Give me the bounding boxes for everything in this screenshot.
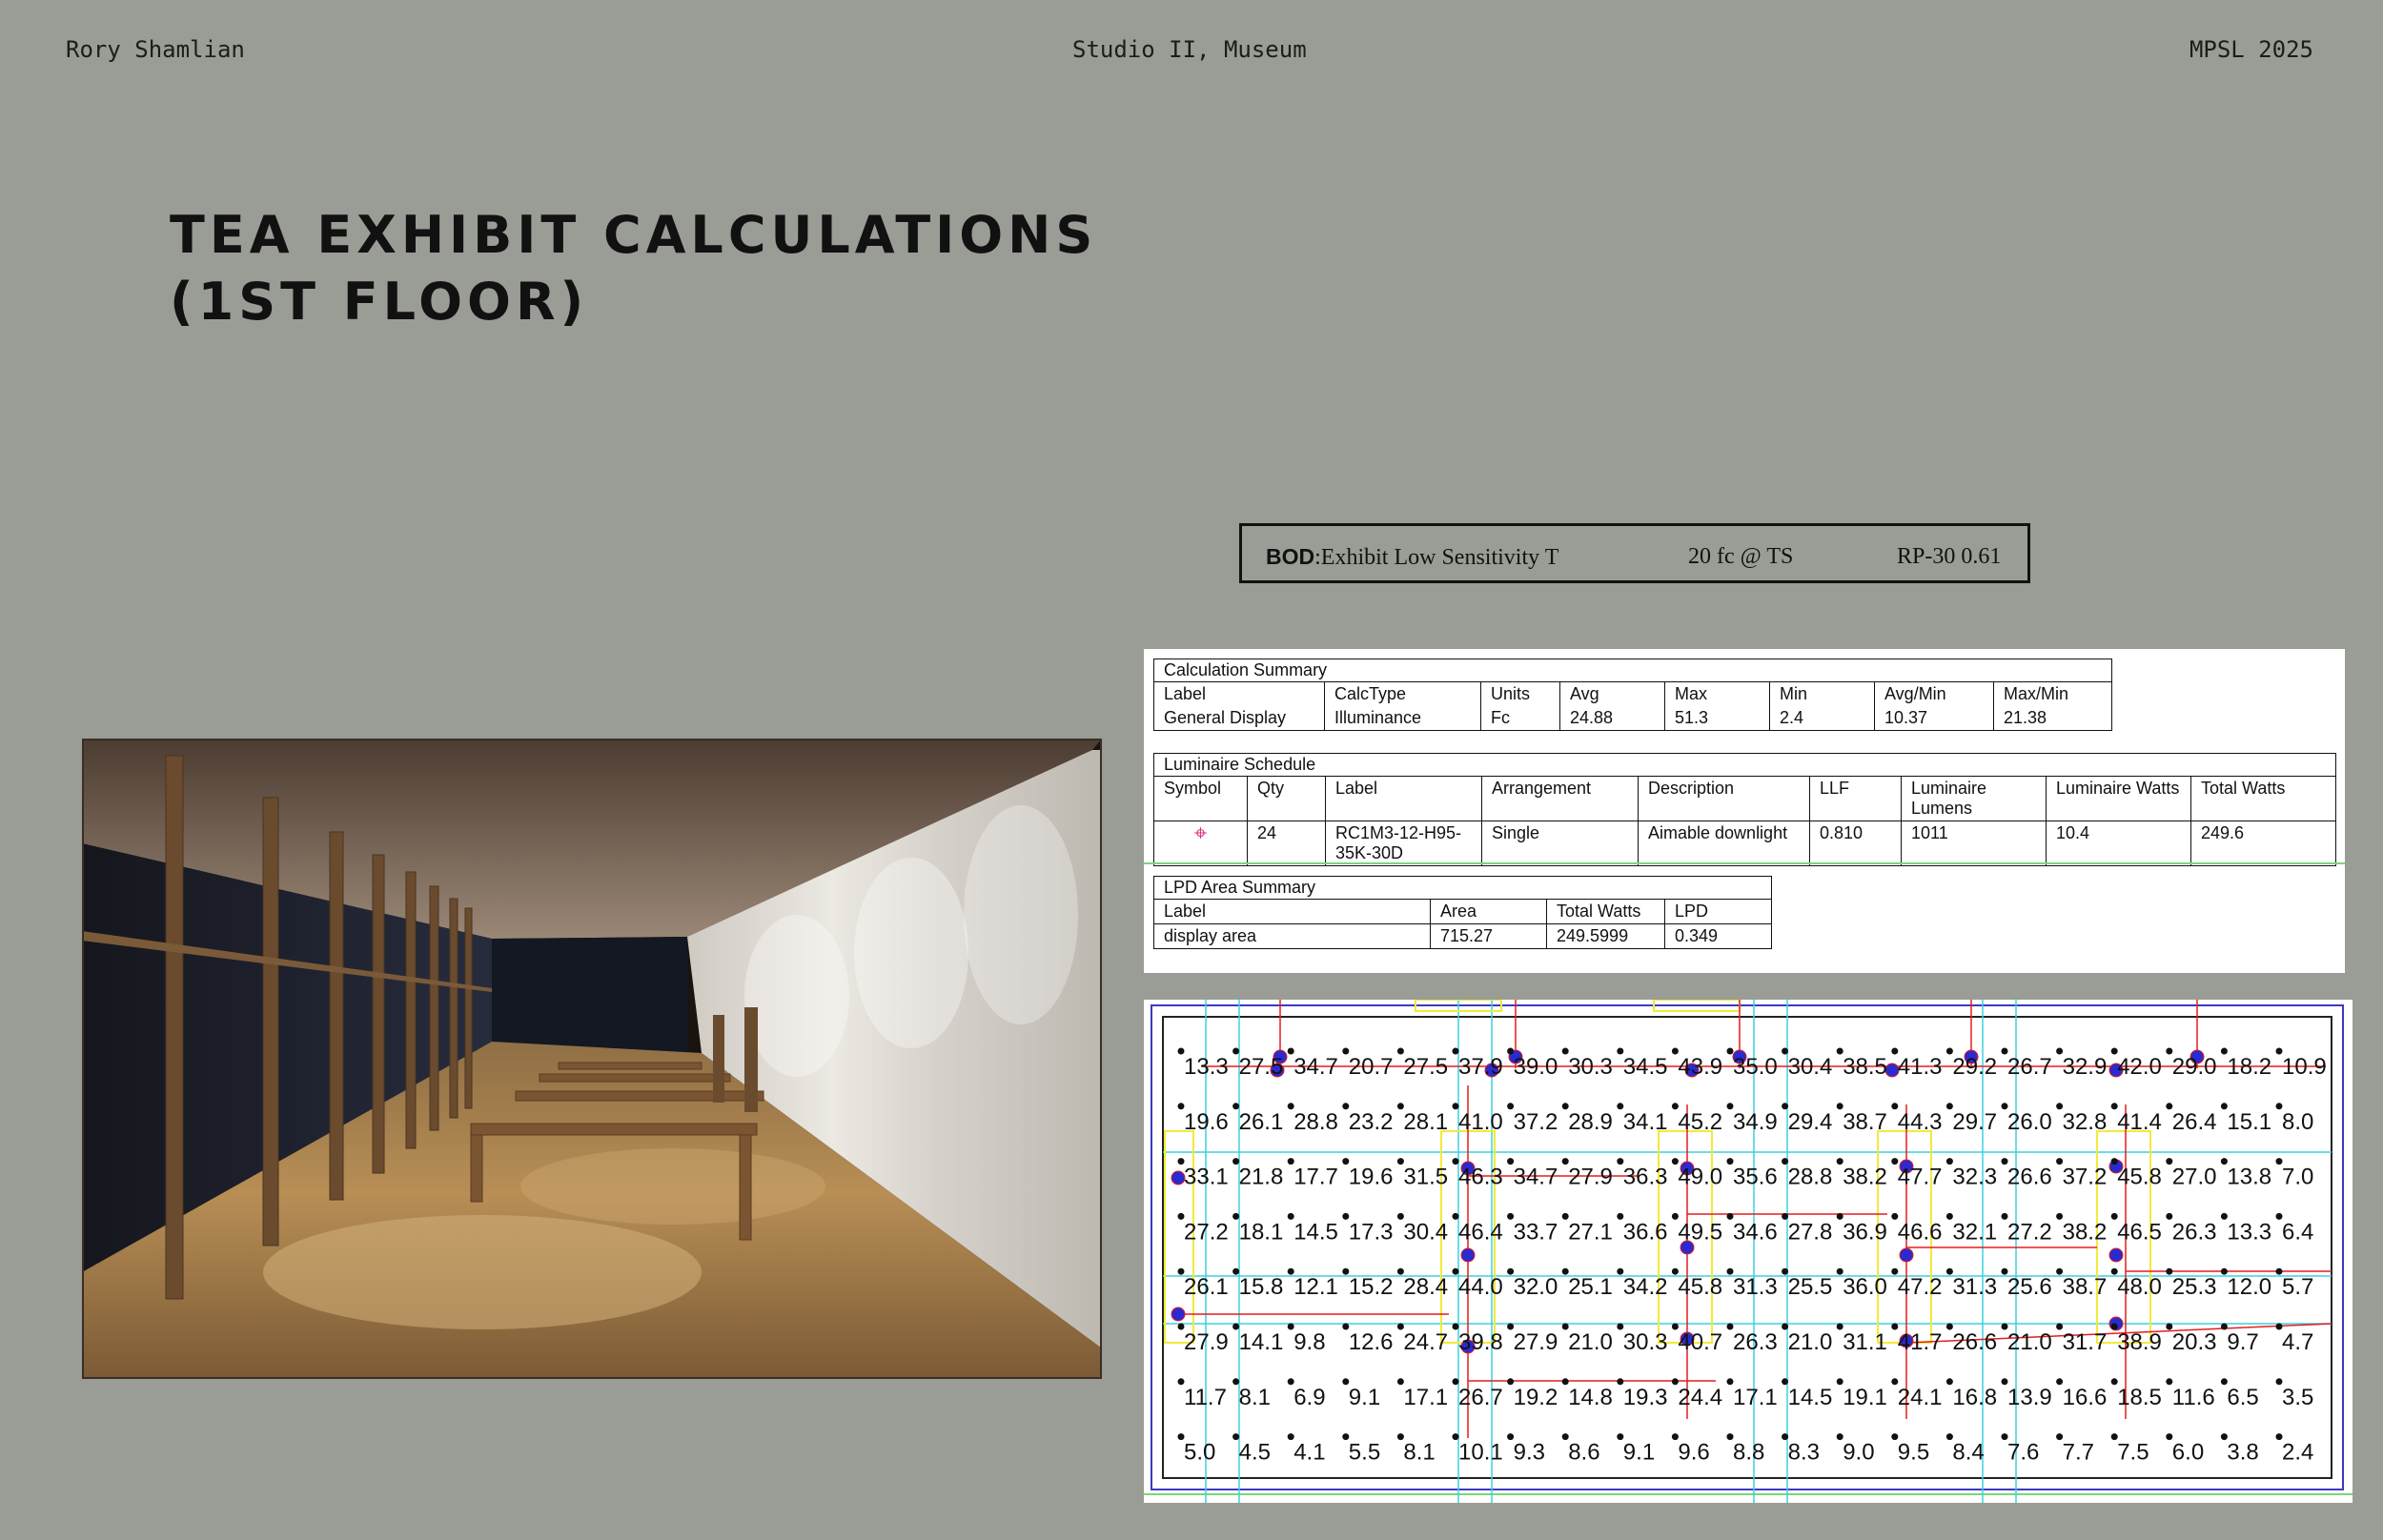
calc-point-value: 7.5	[2117, 1439, 2149, 1466]
calc-point-value: 26.7	[2007, 1054, 2052, 1080]
calc-point-value: 40.7	[1678, 1329, 1723, 1355]
calc-point-value: 36.3	[1622, 1164, 1668, 1190]
calc-point-value: 27.5	[1238, 1054, 1284, 1080]
calc-point-value: 8.4	[1952, 1439, 1985, 1466]
luminaire-marker	[1461, 1248, 1475, 1262]
calc-point-value: 16.8	[1952, 1384, 1998, 1410]
calc-point-value: 13.9	[2007, 1384, 2052, 1410]
course-name: Studio II, Museum	[1072, 36, 1307, 63]
bod-target: 20 fc @ TS	[1688, 544, 1794, 569]
calc-header: Avg	[1560, 682, 1665, 707]
calc-point-value: 19.1	[1843, 1384, 1887, 1410]
calc-point-value: 31.3	[1733, 1274, 1778, 1301]
calc-point-value: 7.7	[2062, 1439, 2094, 1466]
calc-point-value: 14.5	[1293, 1219, 1338, 1246]
calc-point-value: 30.3	[1568, 1054, 1613, 1080]
calc-point-value: 28.8	[1787, 1164, 1833, 1190]
calc-point-value: 38.9	[2117, 1329, 2162, 1355]
calc-point-value: 11.6	[2171, 1384, 2215, 1410]
calc-point-value: 19.6	[1348, 1164, 1394, 1190]
calc-point-value: 33.1	[1184, 1164, 1229, 1190]
calc-point-value: 19.2	[1513, 1384, 1558, 1410]
calc-point-value: 41.3	[1897, 1054, 1943, 1080]
illuminance-plan	[1144, 1000, 2352, 1503]
calc-point-value: 31.7	[2062, 1329, 2108, 1355]
calc-cell: General Display	[1154, 706, 1325, 731]
calc-header: Max	[1665, 682, 1770, 707]
calc-point-value: 45.8	[2117, 1164, 2162, 1190]
calc-point-value: 6.5	[2227, 1384, 2259, 1410]
calc-point-value: 25.6	[2007, 1274, 2052, 1301]
calc-point-value: 45.8	[1678, 1274, 1723, 1301]
calc-point-value: 38.5	[1843, 1054, 1887, 1080]
calc-point-value: 8.1	[1403, 1439, 1436, 1466]
lum-cell: Aimable downlight	[1639, 821, 1810, 866]
calc-point-value: 27.1	[1568, 1219, 1613, 1246]
calc-point-value: 39.0	[1513, 1054, 1558, 1080]
calc-cell: 24.88	[1560, 706, 1665, 731]
lum-header: Label	[1326, 777, 1482, 821]
calc-point-value: 5.0	[1184, 1439, 1216, 1466]
calc-point-value: 24.7	[1403, 1329, 1449, 1355]
lpd-summary-title: LPD Area Summary	[1154, 877, 1772, 900]
calc-point-value: 27.8	[1787, 1219, 1833, 1246]
calc-point-value: 18.5	[2117, 1384, 2162, 1410]
calc-header: Units	[1481, 682, 1560, 707]
calc-point-value: 17.1	[1733, 1384, 1778, 1410]
calc-point-value: 6.4	[2282, 1219, 2314, 1246]
calc-point-value: 27.2	[2007, 1219, 2052, 1246]
luminaire-marker	[1900, 1248, 1913, 1262]
lum-header: Luminaire Watts	[2047, 777, 2191, 821]
calc-summary-title: Calculation Summary	[1154, 659, 2112, 682]
calc-point-value: 29.7	[1952, 1108, 1998, 1135]
calc-point-value: 13.3	[2227, 1219, 2272, 1246]
calculation-summary-table	[1153, 659, 2112, 731]
calc-point-value: 42.0	[2117, 1054, 2162, 1080]
calc-header: Max/Min	[1994, 682, 2112, 707]
calc-point-value: 18.2	[2227, 1054, 2272, 1080]
luminaire-marker	[1171, 1307, 1185, 1321]
calc-point-value: 26.7	[1458, 1384, 1503, 1410]
calc-point-value: 19.6	[1184, 1108, 1229, 1135]
schedule-panel	[1144, 649, 2345, 973]
calc-point-value: 27.5	[1403, 1054, 1449, 1080]
calc-point-value: 23.2	[1348, 1108, 1394, 1135]
calc-point-value: 9.8	[1293, 1329, 1326, 1355]
calc-cell: 51.3	[1665, 706, 1770, 731]
calc-point-value: 33.7	[1513, 1219, 1558, 1246]
calc-point-value: 9.7	[2227, 1329, 2259, 1355]
calc-point-value: 14.1	[1238, 1329, 1284, 1355]
calc-header: CalcType	[1325, 682, 1481, 707]
divider-line	[1144, 862, 2345, 864]
calc-point-value: 6.0	[2171, 1439, 2205, 1466]
calc-point-value: 3.8	[2227, 1439, 2259, 1466]
calc-point-value: 47.2	[1897, 1274, 1943, 1301]
calc-point-value: 12.6	[1348, 1329, 1394, 1355]
calc-point-value: 48.0	[2117, 1274, 2162, 1301]
calc-point-value: 10.1	[1458, 1439, 1503, 1466]
calc-point-value: 5.5	[1348, 1439, 1381, 1466]
calc-point-value: 37.2	[1513, 1108, 1558, 1135]
calc-point-value: 46.3	[1458, 1164, 1503, 1190]
calc-point-value: 29.0	[2171, 1054, 2217, 1080]
calc-point-value: 2.4	[2282, 1439, 2314, 1466]
luminaire-schedule-title: Luminaire Schedule	[1154, 754, 2336, 777]
calc-point-value: 31.1	[1843, 1329, 1887, 1355]
lpd-cell: display area	[1154, 924, 1431, 949]
calc-point-value: 32.1	[1952, 1219, 1998, 1246]
lpd-header: Label	[1154, 900, 1431, 924]
calc-point-value: 13.3	[1184, 1054, 1229, 1080]
calc-point-value: 30.4	[1787, 1054, 1833, 1080]
lum-cell: 1011	[1902, 821, 2047, 866]
lum-header: Qty	[1248, 777, 1326, 821]
calc-point-value: 26.1	[1238, 1108, 1284, 1135]
calc-point-value: 6.9	[1293, 1384, 1326, 1410]
bod-space: :Exhibit Low Sensitivity T	[1314, 545, 1559, 570]
calc-point-value: 37.9	[1458, 1054, 1503, 1080]
calc-point-value: 15.2	[1348, 1274, 1394, 1301]
calc-point-value: 26.6	[1952, 1329, 1998, 1355]
calc-point-value: 41.4	[2117, 1108, 2162, 1135]
calc-point-value: 44.0	[1458, 1274, 1503, 1301]
calc-point-value: 4.1	[1293, 1439, 1326, 1466]
calc-point-value: 8.6	[1568, 1439, 1600, 1466]
calc-point-value: 12.0	[2227, 1274, 2272, 1301]
calc-point-value: 29.2	[1952, 1054, 1998, 1080]
calc-point-value: 4.7	[2282, 1329, 2314, 1355]
calc-point-value: 30.4	[1403, 1219, 1449, 1246]
calc-point-value: 32.9	[2062, 1054, 2108, 1080]
calc-point-value: 28.8	[1293, 1108, 1338, 1135]
calc-point-value: 30.3	[1622, 1329, 1668, 1355]
calc-point-value: 34.7	[1513, 1164, 1558, 1190]
calc-point-value: 11.7	[1184, 1384, 1227, 1410]
calc-point-value: 31.5	[1403, 1164, 1449, 1190]
calc-point-value: 28.9	[1568, 1108, 1613, 1135]
luminaire-schedule-table	[1153, 753, 2336, 866]
calc-point-value: 5.7	[2282, 1274, 2314, 1301]
calc-point-value: 9.6	[1678, 1439, 1710, 1466]
calc-point-value: 24.1	[1897, 1384, 1943, 1410]
bod-label: BOD	[1266, 544, 1315, 569]
calc-point-value: 9.3	[1513, 1439, 1545, 1466]
lum-cell: 0.810	[1810, 821, 1902, 866]
calc-cell: 21.38	[1994, 706, 2112, 731]
calc-point-value: 17.3	[1348, 1219, 1394, 1246]
calc-point-value: 8.1	[1238, 1384, 1271, 1410]
calc-point-value: 36.9	[1843, 1219, 1887, 1246]
calc-point-value: 9.1	[1622, 1439, 1656, 1466]
calc-point-value: 25.3	[2171, 1274, 2217, 1301]
calc-header: Avg/Min	[1875, 682, 1994, 707]
lum-cell: 249.6	[2191, 821, 2336, 866]
calc-point-value: 21.0	[1787, 1329, 1833, 1355]
calc-point-value: 20.7	[1348, 1054, 1394, 1080]
lum-header: LLF	[1810, 777, 1902, 821]
program-name: MPSL 2025	[2189, 36, 2313, 63]
calc-cell: Illuminance	[1325, 706, 1481, 731]
calc-point-value: 27.9	[1568, 1164, 1613, 1190]
calc-point-value: 26.3	[2171, 1219, 2217, 1246]
luminaire-marker	[2109, 1248, 2123, 1262]
calc-point-value: 9.1	[1348, 1384, 1381, 1410]
lpd-cell: 715.27	[1431, 924, 1547, 949]
calc-point-value: 18.1	[1238, 1219, 1284, 1246]
page-title-line1: TEA EXHIBIT CALCULATIONS	[170, 205, 1098, 265]
calc-point-value: 28.1	[1403, 1108, 1449, 1135]
calc-header: Label	[1154, 682, 1325, 707]
calc-point-value: 38.2	[2062, 1219, 2108, 1246]
calc-point-value: 15.8	[1238, 1274, 1284, 1301]
calc-point-value: 45.2	[1678, 1108, 1723, 1135]
calc-point-value: 26.6	[2007, 1164, 2052, 1190]
lum-cell: RC1M3-12-H95-35K-30D	[1326, 821, 1482, 866]
calc-point-value: 19.3	[1622, 1384, 1668, 1410]
calc-cell: 2.4	[1770, 706, 1875, 731]
calc-point-value: 46.5	[2117, 1219, 2162, 1246]
calc-point-value: 35.0	[1733, 1054, 1778, 1080]
calc-point-value: 8.8	[1733, 1439, 1765, 1466]
calc-point-value: 8.0	[2282, 1108, 2314, 1135]
calc-point-value: 7.6	[2007, 1439, 2040, 1466]
calc-point-value: 36.0	[1843, 1274, 1887, 1301]
calc-point-value: 46.4	[1458, 1219, 1503, 1246]
lpd-header: Area	[1431, 900, 1547, 924]
calc-point-value: 44.3	[1897, 1108, 1943, 1135]
luminaire-symbol-icon: ⌖	[1154, 821, 1248, 866]
calc-point-value: 7.0	[2282, 1164, 2314, 1190]
lpd-summary-table	[1153, 876, 1772, 949]
luminaire-marker	[1171, 1171, 1185, 1185]
calc-point-value: 34.1	[1622, 1108, 1668, 1135]
calc-point-value: 26.3	[1733, 1329, 1778, 1355]
calc-point-value: 39.8	[1458, 1329, 1503, 1355]
calc-point-value: 26.1	[1184, 1274, 1229, 1301]
bod-rp: RP-30 0.61	[1897, 544, 2002, 569]
calc-point-value: 20.3	[2171, 1329, 2217, 1355]
lum-header: Description	[1639, 777, 1810, 821]
calc-point-value: 16.6	[2062, 1384, 2108, 1410]
calc-point-value: 25.1	[1568, 1274, 1613, 1301]
lum-cell: 24	[1248, 821, 1326, 866]
calc-point-value: 41.7	[1897, 1329, 1943, 1355]
calc-point-value: 15.1	[2227, 1108, 2272, 1135]
exhibit-render-image	[82, 739, 1102, 1379]
calc-point-value: 17.1	[1403, 1384, 1449, 1410]
calc-point-value: 10.9	[2282, 1054, 2327, 1080]
calc-point-value: 31.3	[1952, 1274, 1998, 1301]
calc-cell: 10.37	[1875, 706, 1994, 731]
calc-point-value: 27.2	[1184, 1219, 1229, 1246]
author-name: Rory Shamlian	[66, 36, 245, 63]
calc-point-value: 28.4	[1403, 1274, 1449, 1301]
illuminance-grid-svg	[1144, 1000, 2352, 1503]
lpd-header: Total Watts	[1547, 900, 1665, 924]
calc-point-value: 34.6	[1733, 1219, 1778, 1246]
calc-cell: Fc	[1481, 706, 1560, 731]
calc-point-value: 34.7	[1293, 1054, 1338, 1080]
calc-point-value: 27.9	[1513, 1329, 1558, 1355]
calc-point-value: 29.4	[1787, 1108, 1833, 1135]
calc-point-value: 12.1	[1293, 1274, 1338, 1301]
calc-point-value: 38.7	[2062, 1274, 2108, 1301]
calc-point-value: 46.6	[1897, 1219, 1943, 1246]
page-title-line2: (1ST FLOOR)	[170, 272, 589, 332]
calc-point-value: 9.5	[1897, 1439, 1930, 1466]
lum-header: Luminaire Lumens	[1902, 777, 2047, 821]
calc-point-value: 21.8	[1238, 1164, 1284, 1190]
lum-header: Symbol	[1154, 777, 1248, 821]
calc-point-value: 43.9	[1678, 1054, 1723, 1080]
calc-point-value: 27.0	[2171, 1164, 2217, 1190]
calc-point-value: 49.5	[1678, 1219, 1723, 1246]
calc-point-value: 14.8	[1568, 1384, 1613, 1410]
calc-point-value: 49.0	[1678, 1164, 1723, 1190]
lum-cell: Single	[1482, 821, 1639, 866]
calc-point-value: 37.2	[2062, 1164, 2108, 1190]
calc-point-value: 32.3	[1952, 1164, 1998, 1190]
page-title	[170, 202, 1097, 335]
calc-point-value: 34.9	[1733, 1108, 1778, 1135]
calc-point-value: 8.3	[1787, 1439, 1820, 1466]
lum-cell: 10.4	[2047, 821, 2191, 866]
calc-point-value: 32.0	[1513, 1274, 1558, 1301]
calc-point-value: 3.5	[2282, 1384, 2314, 1410]
calc-point-value: 41.0	[1458, 1108, 1503, 1135]
calc-point-value: 24.4	[1678, 1384, 1723, 1410]
calc-point-value: 21.0	[2007, 1329, 2052, 1355]
lpd-cell: 249.5999	[1547, 924, 1665, 949]
calc-point-value: 34.2	[1622, 1274, 1668, 1301]
calc-point-value: 38.2	[1843, 1164, 1887, 1190]
lum-header: Arrangement	[1482, 777, 1639, 821]
lpd-cell: 0.349	[1665, 924, 1772, 949]
calc-header: Min	[1770, 682, 1875, 707]
calc-point-value: 47.7	[1897, 1164, 1943, 1190]
calc-point-value: 35.6	[1733, 1164, 1778, 1190]
calc-point-value: 21.0	[1568, 1329, 1613, 1355]
calc-point-value: 25.5	[1787, 1274, 1833, 1301]
calc-point-value: 26.4	[2171, 1108, 2217, 1135]
lum-header: Total Watts	[2191, 777, 2336, 821]
calc-point-value: 36.6	[1622, 1219, 1668, 1246]
calc-point-value: 26.0	[2007, 1108, 2052, 1135]
calc-point-value: 14.5	[1787, 1384, 1833, 1410]
calc-point-value: 17.7	[1293, 1164, 1338, 1190]
calc-point-value: 38.7	[1843, 1108, 1887, 1135]
lpd-header: LPD	[1665, 900, 1772, 924]
calc-point-value: 4.5	[1238, 1439, 1271, 1466]
bod-banner	[1239, 523, 2030, 583]
calc-point-value: 27.9	[1184, 1329, 1229, 1355]
calc-point-value: 9.0	[1843, 1439, 1875, 1466]
calc-point-value: 13.8	[2227, 1164, 2272, 1190]
calc-point-value: 32.8	[2062, 1108, 2108, 1135]
calc-point-value: 34.5	[1622, 1054, 1668, 1080]
